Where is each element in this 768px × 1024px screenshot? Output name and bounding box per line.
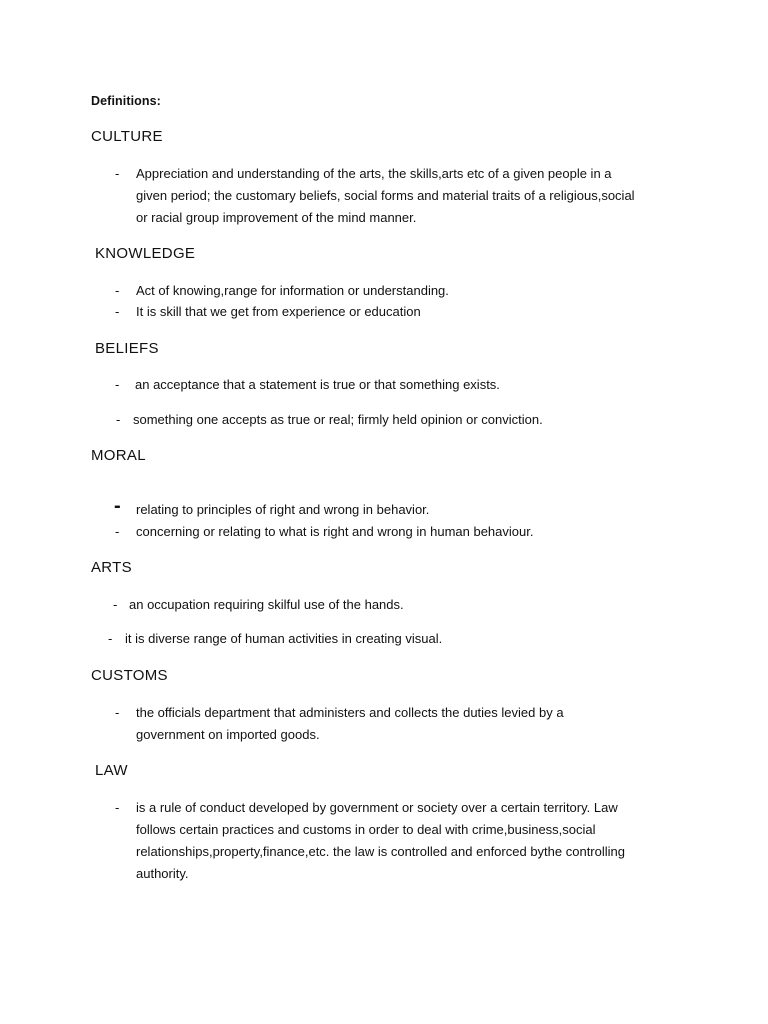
definition-line: government on imported goods. (136, 727, 320, 742)
definition-line: Appreciation and understanding of the arts, the skills,arts etc of a given people in a (136, 166, 612, 181)
section-heading-arts: ARTS (91, 559, 132, 576)
bullet-dash: - (115, 166, 120, 181)
definition-line: something one accepts as true or real; firmly held opinion or conviction. (133, 412, 543, 427)
section-heading-law: LAW (95, 762, 128, 779)
definition-line: relating to principles of right and wrong in behavior. (136, 502, 430, 517)
section-heading-moral: MORAL (91, 447, 146, 464)
definition-line: concerning or relating to what is right and wrong in human behaviour. (136, 524, 534, 539)
bullet-dash: - (115, 377, 120, 392)
definition-line: given period; the customary beliefs, social forms and material traits of a religious,social (136, 188, 635, 203)
definition-line: the officials department that administers and collects the duties levied by a (136, 705, 564, 720)
definition-line: it is diverse range of human activities in creating visual. (125, 631, 443, 646)
bullet-dash: - (108, 631, 113, 646)
bullet-dash: - (113, 597, 118, 612)
bullet-dash: - (115, 283, 120, 298)
bullet-dash: - (116, 412, 121, 427)
definition-line: Act of knowing,range for information or understanding. (136, 283, 449, 298)
bullet-dash: - (115, 800, 120, 815)
section-heading-culture: CULTURE (91, 128, 163, 145)
definition-line: relationships,property,finance,etc. the law is controlled and enforced bythe controlling (136, 844, 625, 859)
bullet-dash: - (115, 524, 120, 539)
bullet-dash: - (115, 705, 120, 720)
section-heading-beliefs: BELIEFS (95, 340, 159, 357)
section-heading-customs: CUSTOMS (91, 667, 168, 684)
definition-line: It is skill that we get from experience or education (136, 304, 421, 319)
definition-line: follows certain practices and customs in order to deal with crime,business,social (136, 822, 596, 837)
definition-line: is a rule of conduct developed by government or society over a certain territory. Law (136, 800, 618, 815)
definition-line: or racial group improvement of the mind manner. (136, 210, 417, 225)
bullet-dash: - (115, 304, 120, 319)
bullet-dash: - (114, 495, 121, 517)
definition-line: authority. (136, 866, 189, 881)
definition-line: an acceptance that a statement is true or that something exists. (135, 377, 500, 392)
definition-line: an occupation requiring skilful use of the hands. (129, 597, 404, 612)
document-title: Definitions: (91, 94, 161, 108)
section-heading-knowledge: KNOWLEDGE (95, 245, 196, 262)
